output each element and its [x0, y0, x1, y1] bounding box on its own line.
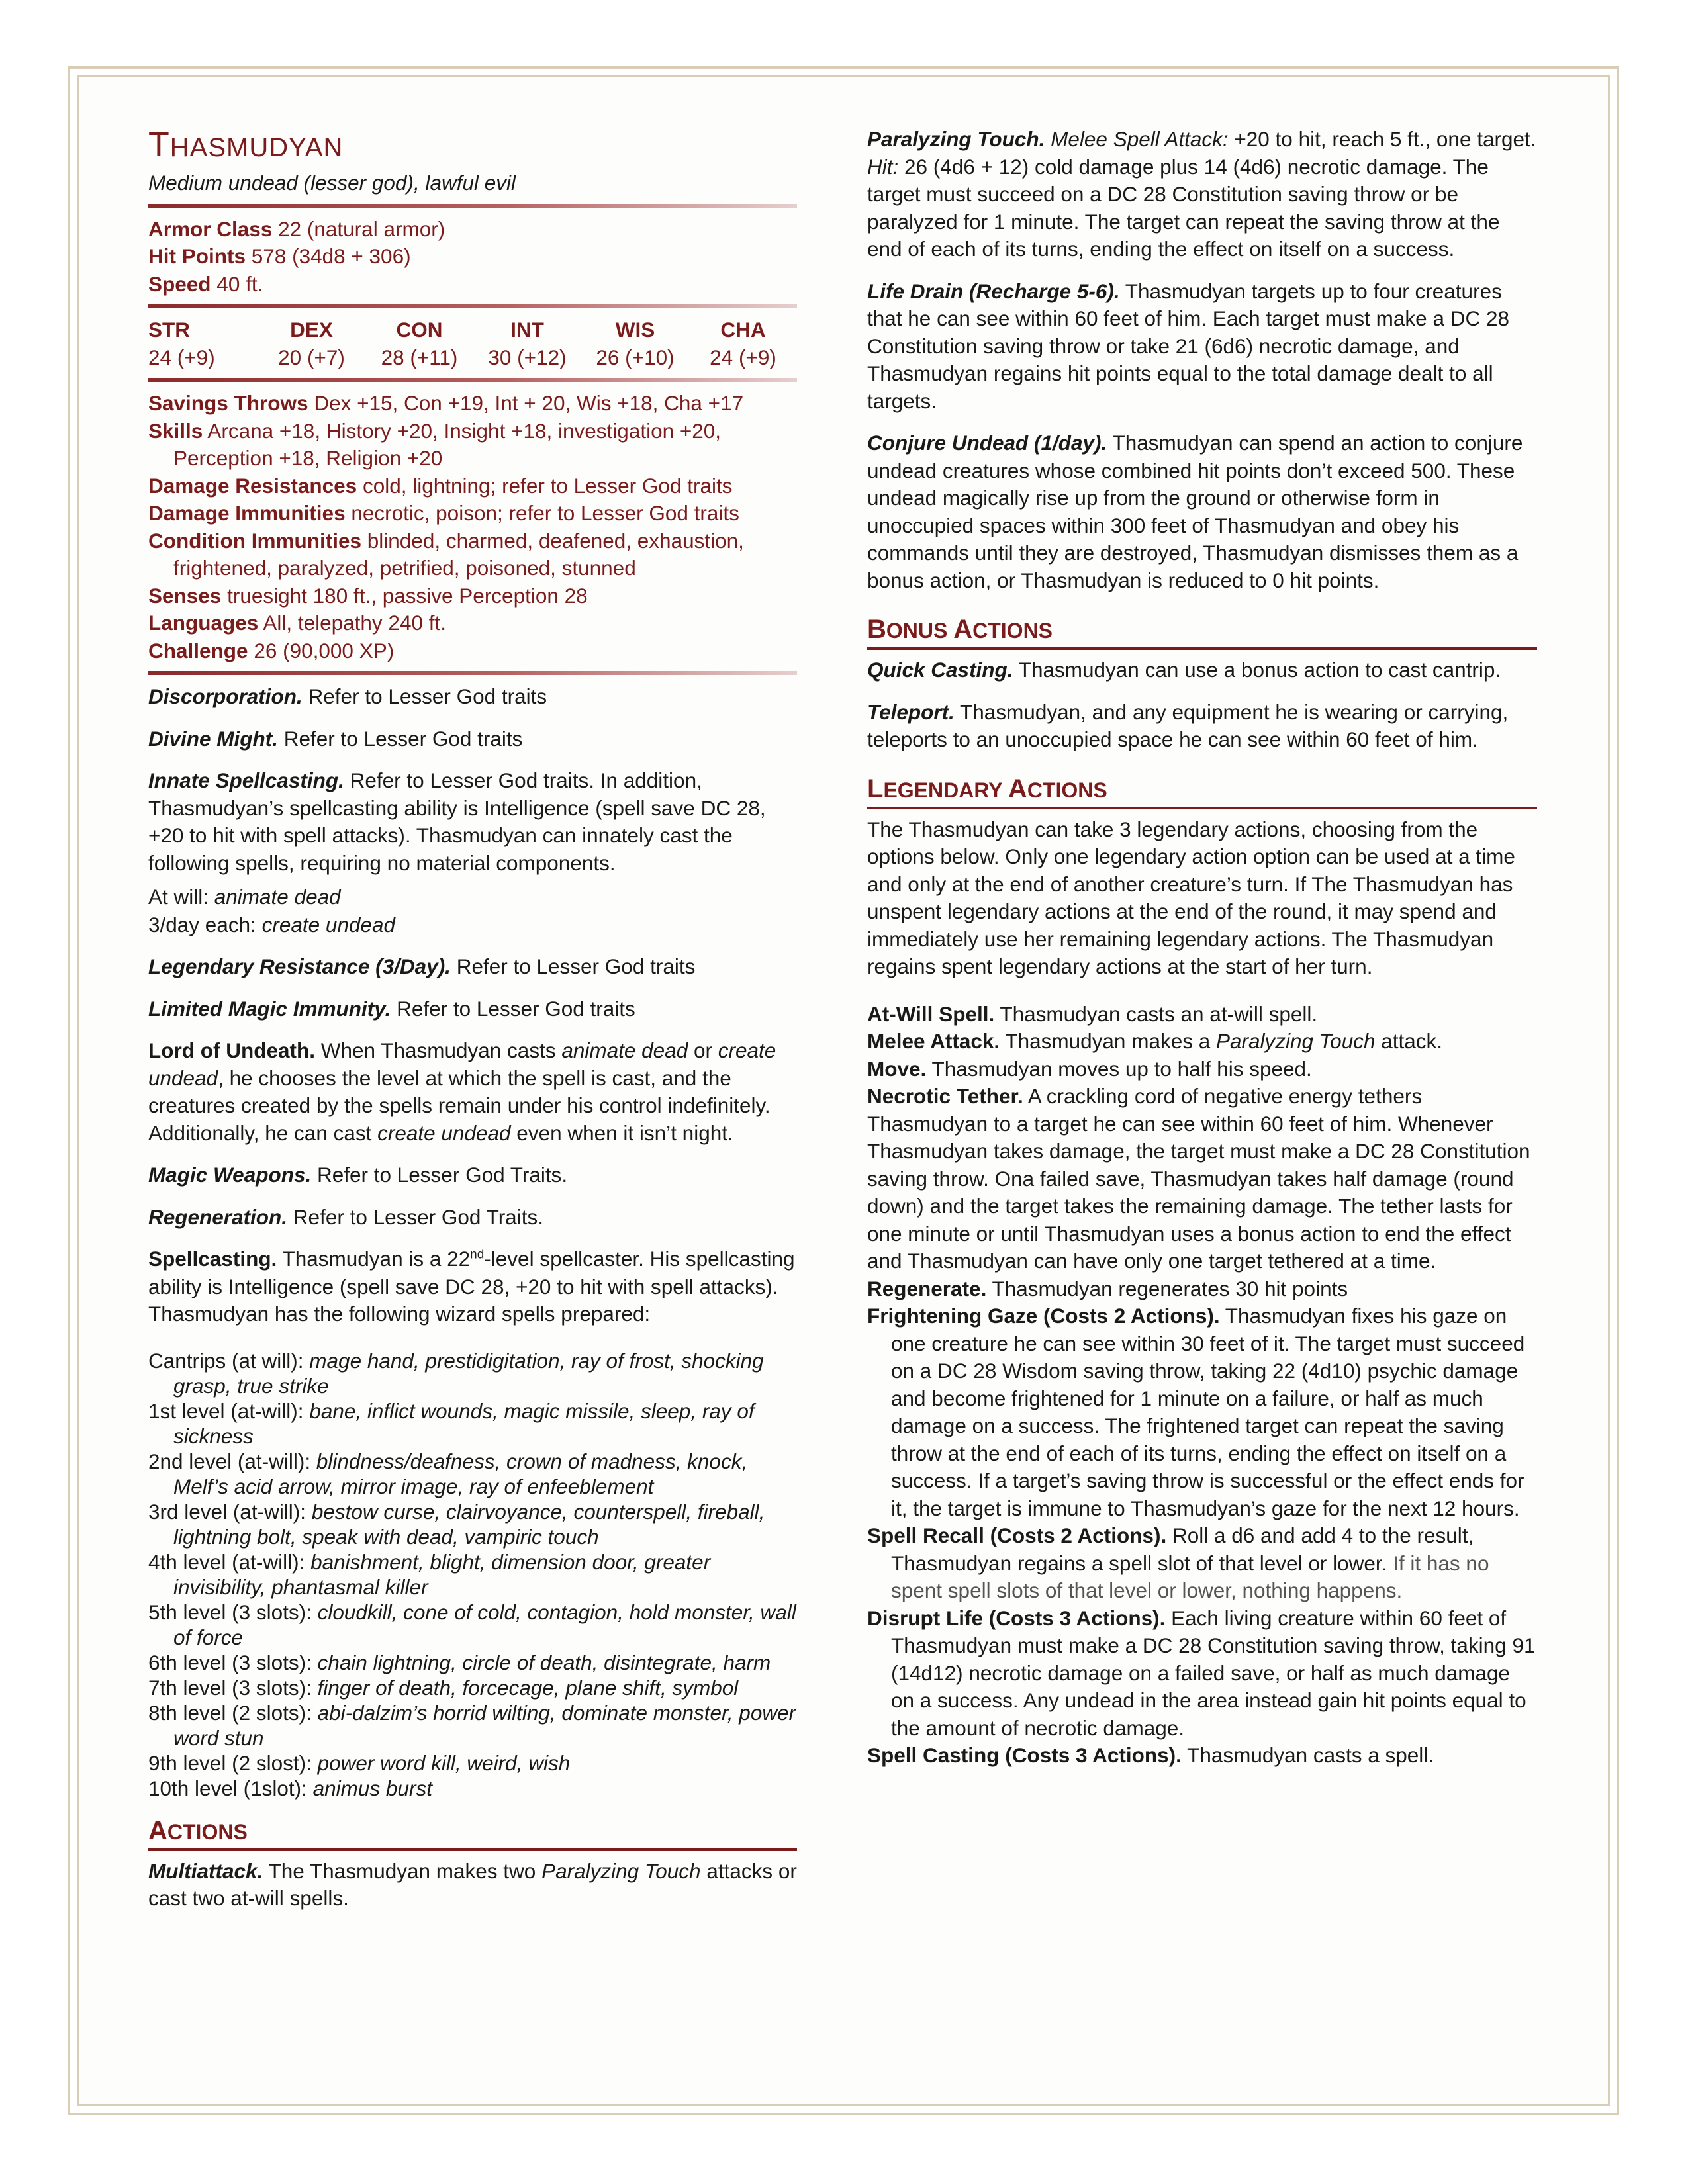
innate-at-will: At will: animate dead: [148, 885, 341, 909]
damage-immunities: Damage Immunities necrotic, poison; refer to Lesser God traits: [148, 501, 739, 525]
saving-throws: Savings Throws Dex +15, Con +19, Int + 20, Wis +18, Cha +17: [148, 391, 744, 415]
right-column: [867, 126, 1537, 1770]
spell-level: 9th level (2 slost): power word kill, weird, wish: [148, 1751, 571, 1775]
skills: Skills Arcana +18, History +20, Insight +18, investigation +20, Perception +18, Religion +20: [148, 418, 722, 470]
monster-name: THASMUDYAN: [148, 126, 344, 164]
trait-divine-might: Divine Might. Refer to Lesser God traits: [148, 726, 523, 751]
spell-list: [148, 1348, 797, 1801]
legendary-actions-heading: LEGENDARY ACTIONS: [867, 774, 1537, 809]
ability-scores: 24 (+9) 20 (+7) 28 (+11) 30 (+12) 26 (+10) 24 (+9): [148, 345, 776, 369]
languages: Languages All, telepathy 240 ft.: [148, 611, 446, 635]
legendary-spell-recall: Spell Recall (Costs 2 Actions). Roll a d6 and add 4 to the result, Thasmudyan regains a spell slot of that level or lower. If it has no spent spell slots of that level or lower, nothing happens.: [867, 1524, 1489, 1602]
legendary-intro: The Thasmudyan can take 3 legendary actions, choosing from the options below. Only one legendary action option can be used at a time and only at the end of another creature’s turn. If The Thasmudyan has unspent legendary actions at the end of the round, it may spend and immediately use her remaining legendary actions. The Thasmudyan regains spent legendary actions at the start of her turn.: [867, 817, 1515, 978]
left-column: [148, 126, 797, 1913]
condition-immunities: Condition Immunities blinded, charmed, deafened, exhaustion, frightened, paralyzed, petrified, poisoned, stunned: [148, 528, 744, 580]
spell-level: 10th level (1slot): animus burst: [148, 1776, 432, 1800]
legendary-necrotic-tether: Necrotic Tether. A crackling cord of negative energy tethers Thasmudyan to a target he can see within 60 feet of him. Whenever Thasmudyan takes damage, the target must make a DC 28 Constitution saving throw. Ona failed save, Thasmudyan takes half damage (round down) and the target takes the remaining damage. The tether lasts for one minute or until Thasmudyan uses a bonus action to end the effect and Thasmudyan can have only one target tethered at a time.: [867, 1084, 1530, 1273]
spell-level: 3rd level (at-will): bestow curse, clairvoyance, counterspell, fireball, lightning bolt, speak with dead, vampiric touch: [148, 1499, 765, 1549]
speed: Speed 40 ft.: [148, 271, 263, 296]
legendary-move: Move. Thasmudyan moves up to half his speed.: [867, 1056, 1312, 1081]
trait-lord-of-undeath: Lord of Undeath. When Thasmudyan casts animate dead or create undead, he chooses the level at which the spell is cast, and the creatures created by the spells remain under his control indefinitely. Additionally, he can cast create undead even when it isn’t night.: [148, 1038, 776, 1145]
divider: [148, 671, 797, 675]
action-multiattack: Multiattack. The Thasmudyan makes two Paralyzing Touch attacks or cast two at-will spells.: [148, 1858, 797, 1910]
innate-per-day: 3/day each: create undead: [148, 912, 396, 936]
actions-heading: ACTIONS: [148, 1815, 797, 1851]
legendary-frightening-gaze: Frightening Gaze (Costs 2 Actions). Thasmudyan fixes his gaze on one creature he can see within 30 feet of it. The target must succeed on a DC 28 Wisdom saving throw, taking 22 (4d10) psychic damage and become frightened for 1 minute on a failure, or half as much damage on a success. The frightened target can repeat the saving throw at the end of each of its turns, ending the effect on itself on a success. If a target’s saving throw is successful or the effect ends for it, the target is immune to Thasmudyan’s gaze for the next 12 hours.: [867, 1304, 1525, 1520]
ability-headers: STR DEX CON INT WIS CHA: [148, 318, 766, 341]
trait-limited-magic-immunity: Limited Magic Immunity. Refer to Lesser God traits: [148, 996, 635, 1021]
challenge: Challenge 26 (90,000 XP): [148, 638, 395, 662]
legendary-melee-attack: Melee Attack. Thasmudyan makes a Paralyzing Touch attack.: [867, 1029, 1443, 1053]
divider: [148, 204, 797, 208]
legendary-regenerate: Regenerate. Thasmudyan regenerates 30 hit points: [867, 1276, 1348, 1300]
divider: [148, 378, 797, 382]
damage-resistances: Damage Resistances cold, lightning; refer to Lesser God traits: [148, 473, 733, 498]
trait-regeneration: Regeneration. Refer to Lesser God Traits.: [148, 1205, 543, 1229]
trait-legendary-resistance: Legendary Resistance (3/Day). Refer to Lesser God traits: [148, 954, 696, 978]
action-conjure-undead: Conjure Undead (1/day). Thasmudyan can spend an action to conjure undead creatures whose combined hit points don’t exceed 500. These undead magically rise up from the ground or otherwise form in unoccupied spaces within 300 feet of Thasmudyan and obey his commands until they are destroyed, Thasmudyan dismisses them as a bonus action, or Thasmudyan is reduced to 0 hit points.: [867, 431, 1523, 592]
action-paralyzing-touch: Paralyzing Touch. Melee Spell Attack: +20 to hit, reach 5 ft., one target. Hit: 26 (4d6 + 12) cold damage plus 14 (4d6) necrotic damage. The target must succeed on a DC 28 Constitution saving throw or be paralyzed for 1 minute. The target can repeat the saving throw at the end of each of its turns, ending the effect on itself on a success.: [867, 127, 1536, 261]
trait-innate-spellcasting: Innate Spellcasting. Refer to Lesser God traits. In addition, Thasmudyan’s spellcasting ability is Intelligence (spell save DC 28, +20 to hit with spell attacks). Thasmudyan can innately cast the following spells, requiring no material components.: [148, 768, 766, 875]
action-life-drain: Life Drain (Recharge 5-6). Thasmudyan targets up to four creatures that he can see within 60 feet of him. Each target must make a DC 28 Constitution saving throw or take 21 (6d6) necrotic damage, and Thasmudyan regains hit points equal to the total damage dealt to all targets.: [867, 279, 1510, 413]
trait-discorporation: Discorporation. Refer to Lesser God traits: [148, 684, 547, 708]
legendary-at-will-spell: At-Will Spell. Thasmudyan casts an at-will spell.: [867, 1001, 1318, 1026]
divider: [148, 304, 797, 308]
spell-level: 8th level (2 slots): abi-dalzim’s horrid wilting, dominate monster, power word stun: [148, 1700, 796, 1750]
spell-level: Cantrips (at will): mage hand, prestidigitation, ray of frost, shocking grasp, true strike: [148, 1348, 764, 1398]
bonus-teleport: Teleport. Thasmudyan, and any equipment he is wearing or carrying, teleports to an unoccupied space he can see within 60 feet of him.: [867, 700, 1509, 751]
hit-points: Hit Points 578 (34d8 + 306): [148, 244, 411, 268]
spell-level: 6th level (3 slots): chain lightning, circle of death, disintegrate, harm: [148, 1650, 771, 1674]
legendary-spell-casting: Spell Casting (Costs 3 Actions). Thasmudyan casts a spell.: [867, 1743, 1434, 1767]
spell-level: 4th level (at-will): banishment, blight, dimension door, greater invisibility, phantasmal killer: [148, 1549, 711, 1599]
spell-level: 5th level (3 slots): cloudkill, cone of cold, contagion, hold monster, wall of force: [148, 1600, 796, 1649]
armor-class: Armor Class 22 (natural armor): [148, 216, 445, 241]
bonus-actions-heading: BONUS ACTIONS: [867, 614, 1537, 650]
spell-level: 2nd level (at-will): blindness/deafness, crown of madness, knock, Melf’s acid arrow, mirror image, ray of enfeeblement: [148, 1449, 748, 1498]
monster-subtitle: Medium undead (lesser god), lawful evil: [148, 171, 516, 195]
spell-level: 7th level (3 slots): finger of death, forcecage, plane shift, symbol: [148, 1675, 739, 1700]
senses: Senses truesight 180 ft., passive Perception 28: [148, 583, 588, 608]
bonus-quick-casting: Quick Casting. Thasmudyan can use a bonus action to cast cantrip.: [867, 658, 1501, 682]
spell-level: 1st level (at-will): bane, inflict wounds, magic missile, sleep, ray of sickness: [148, 1398, 755, 1448]
trait-spellcasting: Spellcasting. Thasmudyan is a 22nd-level spellcaster. His spellcasting ability is Intelligence (spell save DC 28, +20 to hit with spell attacks). Thasmudyan has the following wizard spells prepared:: [148, 1247, 795, 1326]
legendary-disrupt-life: Disrupt Life (Costs 3 Actions). Each living creature within 60 feet of Thasmudyan must make a DC 28 Constitution saving throw, taking 91 (14d12) necrotic damage on a failed save, or half as much damage on a success. Any undead in the area instead gain hit points equal to the amount of necrotic damage.: [867, 1606, 1536, 1740]
trait-magic-weapons: Magic Weapons. Refer to Lesser God Traits.: [148, 1163, 568, 1187]
